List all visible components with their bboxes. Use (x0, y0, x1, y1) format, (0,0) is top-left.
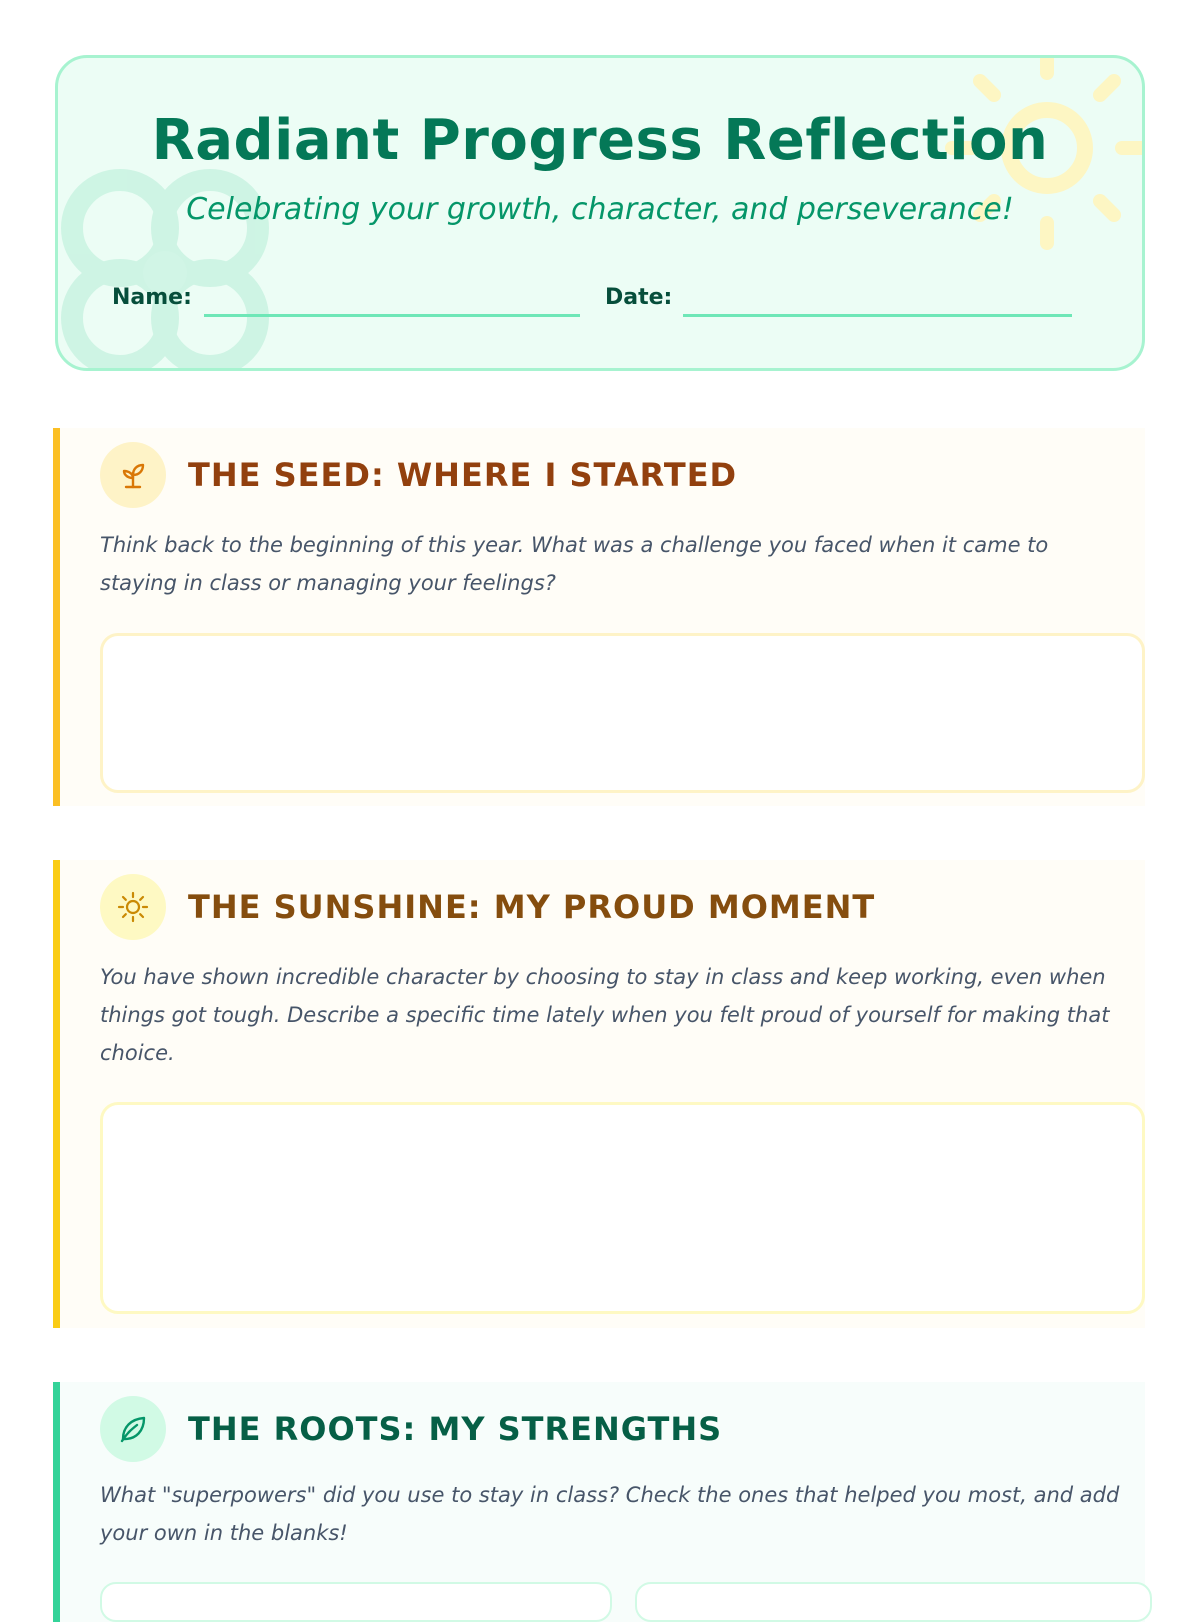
date-field[interactable] (683, 314, 1072, 317)
name-label: Name: (112, 285, 192, 310)
section-prompt: What "superpowers" did you use to stay in class? Check the ones that helped you most, and add your own in the blanks! (100, 1483, 1120, 1545)
section-title: THE SEED: WHERE I STARTED (188, 456, 738, 494)
section-title: THE SUNSHINE: MY PROUD MOMENT (188, 888, 876, 926)
leaf-icon (100, 1396, 166, 1462)
sun-icon (100, 874, 166, 940)
section-sunshine (53, 860, 1145, 1328)
date-label: Date: (605, 285, 673, 310)
name-field[interactable] (204, 314, 580, 317)
section-roots (53, 1382, 1145, 1622)
strength-card[interactable] (100, 1582, 612, 1622)
section-title: THE ROOTS: MY STRENGTHS (188, 1410, 723, 1448)
page-title: Radiant Progress Reflection (151, 108, 1049, 173)
flower-decoration-icon (55, 158, 280, 371)
section-seed (53, 428, 1145, 806)
section-prompt: You have shown incredible character by choosing to stay in class and keep working, even when things got tough. Describe a specific time lately when you felt proud of yourself for making that choice. (100, 965, 1110, 1065)
strength-card[interactable] (635, 1582, 1152, 1622)
header-card (55, 55, 1145, 371)
page-subtitle: Celebrating your growth, character, and perseverance! (186, 192, 1014, 227)
answer-box-sunshine[interactable] (100, 1102, 1145, 1314)
section-prompt: Think back to the beginning of this year. What was a challenge you faced when it came to staying in class or managing your feelings? (100, 533, 1049, 595)
seedling-icon (100, 442, 166, 508)
answer-box-seed[interactable] (100, 633, 1145, 793)
